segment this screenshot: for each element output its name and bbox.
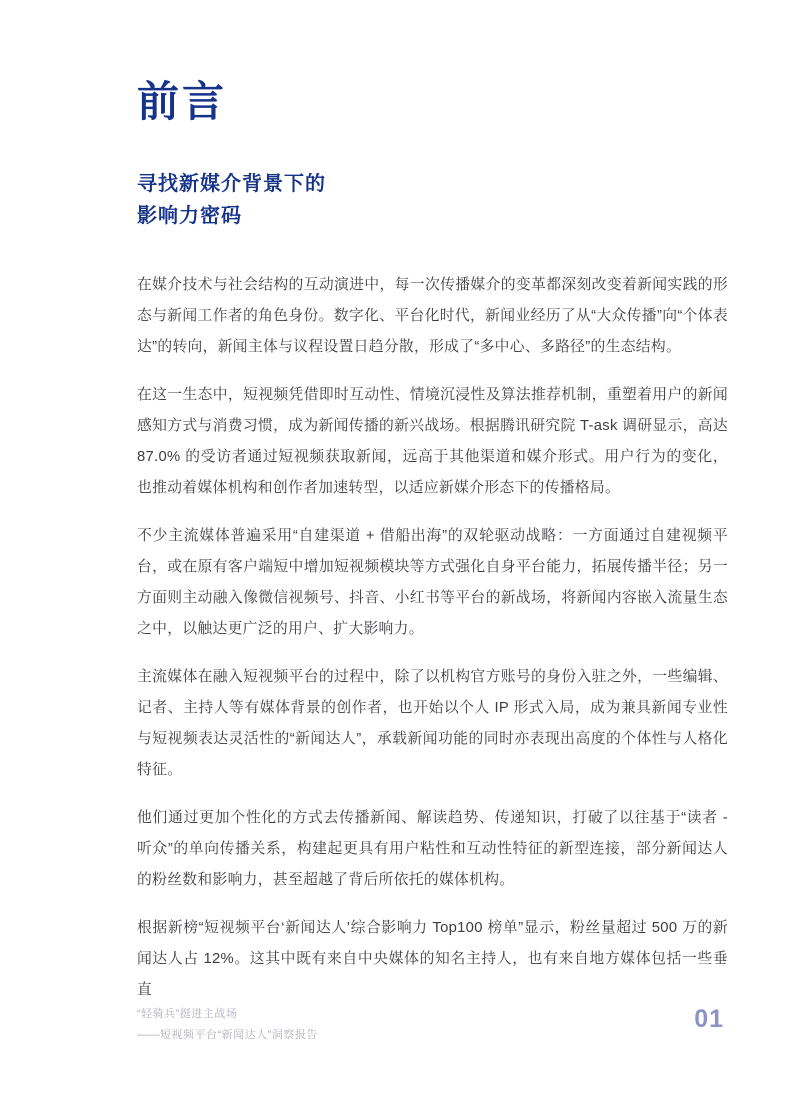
paragraph-6: 根据新榜“短视频平台‘新闻达人’综合影响力 Top100 榜单”显示，粉丝量超过 500 万的新闻达人占 12%。这其中既有来自中央媒体的知名主持人，也有来自地方媒体包括一些垂直 xyxy=(137,920,728,998)
body-paragraphs xyxy=(137,270,728,1006)
subtitle-line-2: 影响力密码 xyxy=(137,205,242,227)
footer-report-title-line-1: “轻骑兵”挺进主战场 xyxy=(137,1008,238,1020)
subtitle-line-1: 寻找新媒介背景下的 xyxy=(137,173,326,195)
section-subtitle xyxy=(137,168,728,232)
paragraph-1: 在媒介技术与社会结构的互动演进中，每一次传播媒介的变革都深刻改变着新闻实践的形态与新闻工作者的角色身份。数字化、平台化时代，新闻业经历了从“大众传播”向“个体表达”的转向，新闻主体与议程设置日趋分散，形成了“多中心、多路径”的生态结构。 xyxy=(137,277,728,355)
page-content xyxy=(137,0,728,1023)
section-title: 前言 xyxy=(137,78,228,125)
paragraph-5: 他们通过更加个性化的方式去传播新闻、解读趋势、传递知识，打破了以往基于“读者 - 听众”的单向传播关系，构建起更具有用户粘性和互动性特征的新型连接，部分新闻达人的粉丝数和影响力，甚至超越了背后所依托的媒体机构。 xyxy=(137,810,728,888)
footer-report-title-line-2: ——短视频平台“新闻达人”洞察报告 xyxy=(137,1029,318,1041)
page-number: 01 xyxy=(694,1005,724,1033)
paragraph-3: 不少主流媒体普遍采用“自建渠道 + 借船出海”的双轮驱动战略：一方面通过自建视频平台，或在原有客户端短中增加短视频模块等方式强化自身平台能力，拓展传播半径；另一方面则主动融入像微信视频号、抖音、小红书等平台的新战场，将新闻内容嵌入流量生态之中，以触达更广泛的用户、扩大影响力。 xyxy=(137,528,728,637)
paragraph-4: 主流媒体在融入短视频平台的过程中，除了以机构官方账号的身份入驻之外，一些编辑、记者、主持人等有媒体背景的创作者，也开始以个人 IP 形式入局，成为兼具新闻专业性与短视频表达灵活性的“新闻达人”，承载新闻功能的同时亦表现出高度的个体性与人格化特征。 xyxy=(137,669,728,778)
footer-report-title xyxy=(137,1004,318,1046)
paragraph-2: 在这一生态中，短视频凭借即时互动性、情境沉浸性及算法推荐机制，重塑着用户的新闻感知方式与消费习惯，成为新闻传播的新兴战场。根据腾讯研究院 T-ask 调研显示，高达 87.0% 的受访者通过短视频获取新闻，远高于其他渠道和媒介形式。用户行为的变化，也推动着媒体机构和创作者加速转型，以适应新媒介形态下的传播格局。 xyxy=(137,387,728,496)
